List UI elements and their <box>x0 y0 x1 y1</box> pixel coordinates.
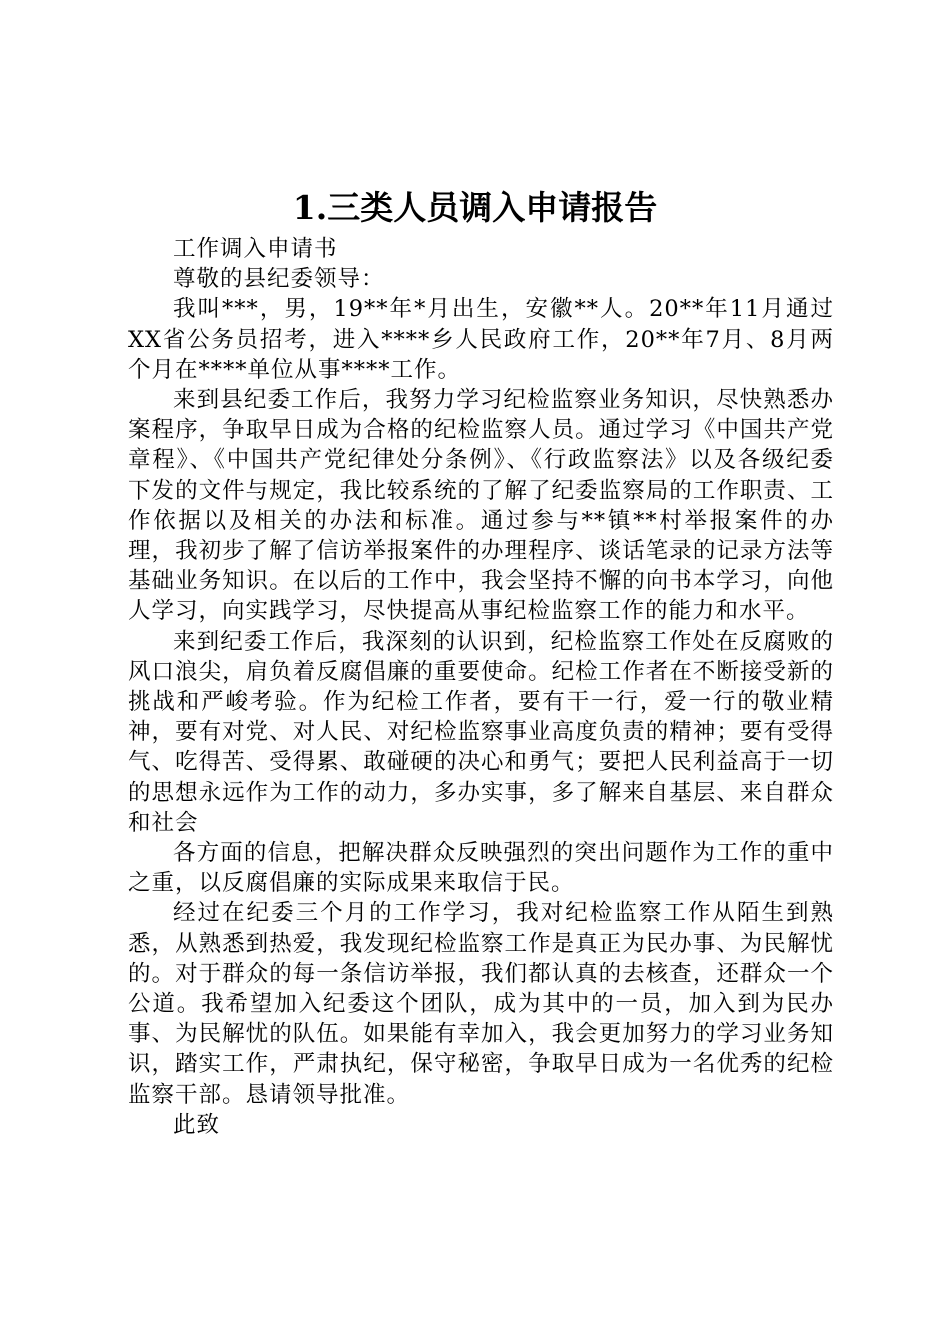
paragraph-information: 各方面的信息，把解决群众反映强烈的突出问题作为工作的重中之重，以反腐倡廉的实际成果来取信于民。 <box>128 840 834 897</box>
document-title: 1.三类人员调入申请报告 <box>292 188 658 227</box>
document-body <box>128 234 834 1140</box>
paragraph-closing: 此致 <box>173 1111 221 1138</box>
paragraph-study-experience: 来到县纪委工作后，我努力学习纪检监察业务知识，尽快熟悉办案程序，争取早日成为合格的纪检监察人员。通过学习《中国共产党章程》、《中国共产党纪律处分条例》、《行政监察法》以及各级纪委下发的文件与规定，我比较系统的了解了纪委监察局的工作职责、工作依据以及相关的办法和标准。通过参与**镇**村举报案件的办理，我初步了解了信访举报案件的办理程序、谈话笔录的记录方法等基础业务知识。在以后的工作中，我会坚持不懈的向书本学习，向他人学习，向实践学习，尽快提高从事纪检监察工作的能力和水平。 <box>128 387 834 625</box>
paragraph-work-understanding: 来到纪委工作后，我深刻的认识到，纪检监察工作处在反腐败的风口浪尖，肩负着反腐倡廉的重要使命。纪检工作者在不断接受新的挑战和严峻考验。作为纪检工作者，要有干一行，爱一行的敬业精神，要有对党、对人民、对纪检监察事业高度负责的精神；要有受得气、吃得苦、受得累、敢碰硬的决心和勇气；要把人民利益高于一切的思想永远作为工作的动力，多办实事，多了解来自基层、来自群众和社会 <box>128 628 834 836</box>
paragraph-self-introduction: 我叫***，男，19**年*月出生，安徽**人。20**年11月通过XX省公务员招考，进入****乡人民政府工作，20**年7月、8月两个月在****单位从事****工作。 <box>128 296 834 383</box>
paragraph-salutation: 尊敬的县纪委领导： <box>173 266 385 293</box>
paragraph-request: 经过在纪委三个月的工作学习，我对纪检监察工作从陌生到熟悉，从熟悉到热爱，我发现纪检监察工作是真正为民办事、为民解忧的。对于群众的每一条信访举报，我们都认真的去核查，还群众一个公道。我希望加入纪委这个团队，成为其中的一员，加入到为民办事、为民解忧的队伍。如果能有幸加入，我会更加努力的学习业务知识，踏实工作，严肃执纪，保守秘密，争取早日成为一名优秀的纪检监察干部。恳请领导批准。 <box>128 900 834 1108</box>
paragraph-heading: 工作调入申请书 <box>173 236 338 262</box>
